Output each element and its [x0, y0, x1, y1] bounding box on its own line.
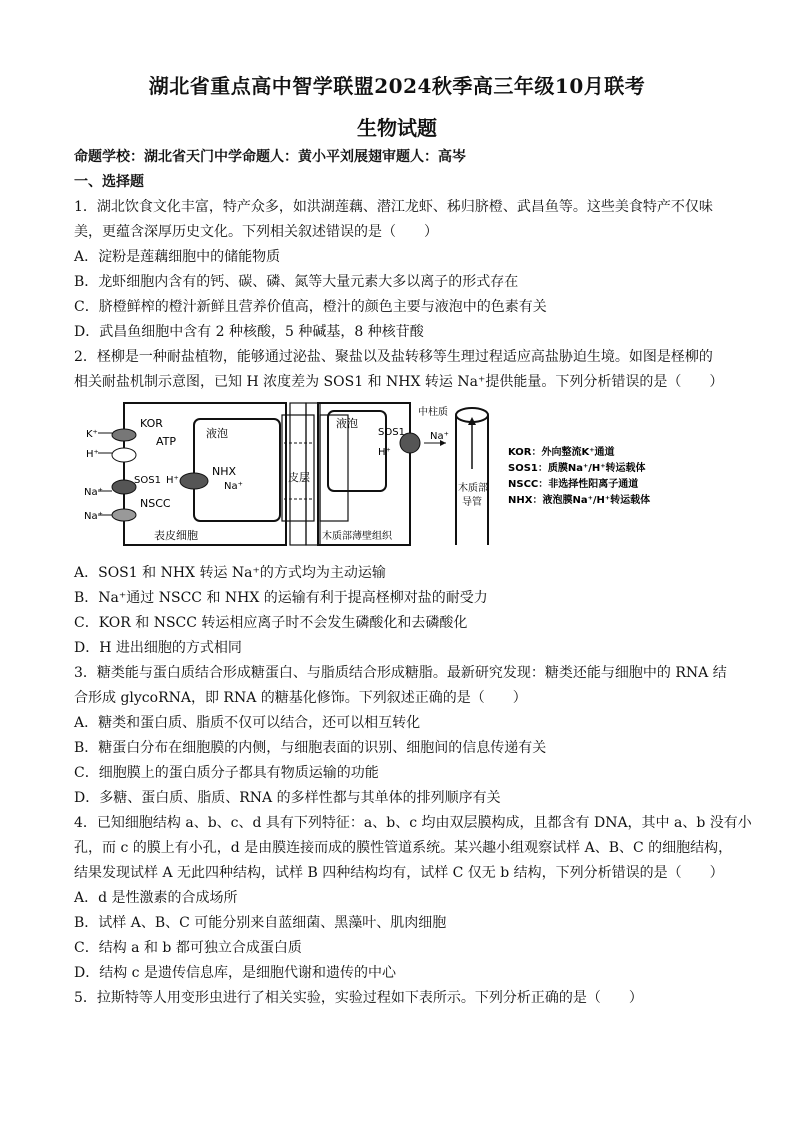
q1-option-b: B．龙虾细胞内含有的钙、碳、磷、氮等大量元素大多以离子的形式存在 [74, 274, 519, 290]
q1-stem-line: 美，更蕴含深厚历史文化。下列相关叙述错误的是（ ） [74, 224, 438, 240]
q1-stem-line: 1．湖北饮食文化丰富，特产众多，如洪湖莲藕、潜江龙虾、秭归脐橙、武昌鱼等。这些美食特产不仅味 [74, 199, 713, 215]
q5-stem-line: 5．拉斯特等人用变形虫进行了相关实验，实验过程如下表所示。下列分析正确的是（ ） [74, 990, 643, 1006]
exam-subtitle: 生物试题 [357, 116, 437, 140]
q4-stem-line: 孔，而 c 的膜上有小孔，d 是由膜连接而成的膜性管道系统。某兴趣小组观察试样 A、B、C 的细胞结构， [74, 840, 733, 856]
nhx-carrier [180, 473, 208, 489]
label-sos1-right: SOS1 [378, 427, 405, 438]
author-line: 命题学校：湖北省天门中学命题人：黄小平刘展翅审题人：高岑 [74, 149, 466, 165]
q2-stem-line: 相关耐盐机制示意图，已知 H 浓度差为 SOS1 和 NHX 转运 Na⁺提供能量。下列分析错误的是（ ） [74, 374, 724, 390]
q1-option-c: C．脐橙鲜榨的橙汁新鲜且营养价值高，橙汁的颜色主要与液泡中的色素有关 [74, 299, 547, 315]
legend-kor: KOR：外向整流K⁺通道 [508, 447, 615, 458]
label-h1: H⁺ [86, 449, 99, 460]
sos1-left-carrier [112, 480, 136, 494]
q3-stem-line: 3．糖类能与蛋白质结合形成糖蛋白、与脂质结合形成糖脂。最新研究发现：糖类还能与细胞中的 RNA 结 [74, 665, 727, 681]
legend-sos1: SOS1：质膜Na⁺/H⁺转运载体 [508, 463, 646, 474]
parenchyma-cell-outline [318, 403, 410, 545]
label-vacuole-right: 液泡 [336, 417, 358, 430]
legend-nscc: NSCC：非选择性阳离子通道 [508, 479, 639, 490]
q2-stem-line: 2．柽柳是一种耐盐植物，能够通过泌盐、聚盐以及盐转移等生理过程适应高盐胁迫生境。如图是柽柳的 [74, 349, 713, 365]
q2-option-d: D．H 进出细胞的方式相同 [74, 640, 242, 656]
q2-option-b: B．Na⁺通过 NSCC 和 NHX 的运输有利于提高柽柳对盐的耐受力 [74, 590, 488, 606]
label-vacuole-left: 液泡 [206, 427, 228, 440]
label-na4: Na⁺ [430, 431, 449, 442]
q4-option-a: A．d 是性激素的合成场所 [74, 890, 238, 906]
q4-option-b: B．试样 A、B、C 可能分别来自蓝细菌、黑藻叶、肌肉细胞 [74, 915, 447, 931]
label-stele: 中柱质 [418, 407, 448, 418]
q3-option-a: A．糖类和蛋白质、脂质不仅可以结合，还可以相互转化 [74, 715, 421, 731]
label-xylem: 木质部 [458, 483, 488, 494]
label-na1: Na⁺ [84, 487, 103, 498]
q3-option-c: C．细胞膜上的蛋白质分子都具有物质运输的功能 [74, 765, 379, 781]
q1-option-d: D．武昌鱼细胞中含有 2 种核酸，5 种碱基，8 种核苷酸 [74, 324, 424, 340]
cortex-cell [320, 415, 348, 521]
salt-tolerance-diagram [74, 397, 674, 557]
q1-option-a: A．淀粉是莲藕细胞中的储能物质 [74, 249, 281, 265]
label-atp: ATP [156, 435, 177, 448]
label-h2: H⁺ [166, 475, 179, 486]
exam-title: 湖北省重点高中智学联盟2024秋季高三年级10月联考 [148, 74, 646, 98]
label-epidermis: 表皮细胞 [154, 529, 198, 542]
label-na3: Na⁺ [224, 481, 243, 492]
diagram-legend [508, 445, 650, 506]
q3-option-d: D．多糖、蛋白质、脂质、RNA 的多样性都与其单体的排列顺序有关 [74, 790, 501, 806]
q3-option-b: B．糖蛋白分布在细胞膜的内侧，与细胞表面的识别、细胞间的信息传递有关 [74, 740, 547, 756]
q2-option-a: A．SOS1 和 NHX 转运 Na⁺的方式均为主动运输 [74, 565, 386, 581]
q4-stem-line: 结果发现试样 A 无此四种结构，试样 B 四种结构均有，试样 C 仅无 b 结构，下列分析错误的是（ ） [74, 865, 724, 881]
q2-option-c: C．KOR 和 NSCC 转运相应离子时不会发生磷酸化和去磷酸化 [74, 615, 468, 631]
label-nscc: NSCC [140, 497, 171, 510]
section-heading: 一、选择题 [74, 174, 144, 190]
kor-channel [112, 429, 136, 441]
label-cortex: 皮层 [288, 471, 310, 484]
label-nhx: NHX [212, 465, 237, 478]
q4-option-d: D．结构 c 是遗传信息库，是细胞代谢和遗传的中心 [74, 965, 396, 981]
nscc-channel [112, 509, 136, 521]
label-vessel: 导管 [462, 497, 482, 508]
label-na2: Na⁺ [84, 511, 103, 522]
label-sos1-left: SOS1 [134, 475, 161, 486]
label-kor: KOR [140, 417, 163, 430]
atp-pump [112, 448, 136, 462]
label-h3: H⁺ [378, 447, 391, 458]
q4-stem-line: 4．已知细胞结构 a、b、c、d 具有下列特征：a、b、c 均由双层膜构成，且都含有 DNA，其中 a、b 没有小 [74, 815, 752, 831]
q3-stem-line: 合形成 glycoRNA，即 RNA 的糖基化修饰。下列叙述正确的是（ ） [74, 690, 527, 706]
label-parenchyma: 木质部薄壁组织 [322, 531, 392, 542]
legend-nhx: NHX：液泡膜Na⁺/H⁺转运载体 [508, 495, 651, 506]
q4-option-c: C．结构 a 和 b 都可独立合成蛋白质 [74, 940, 302, 956]
label-k: K⁺ [86, 429, 98, 440]
